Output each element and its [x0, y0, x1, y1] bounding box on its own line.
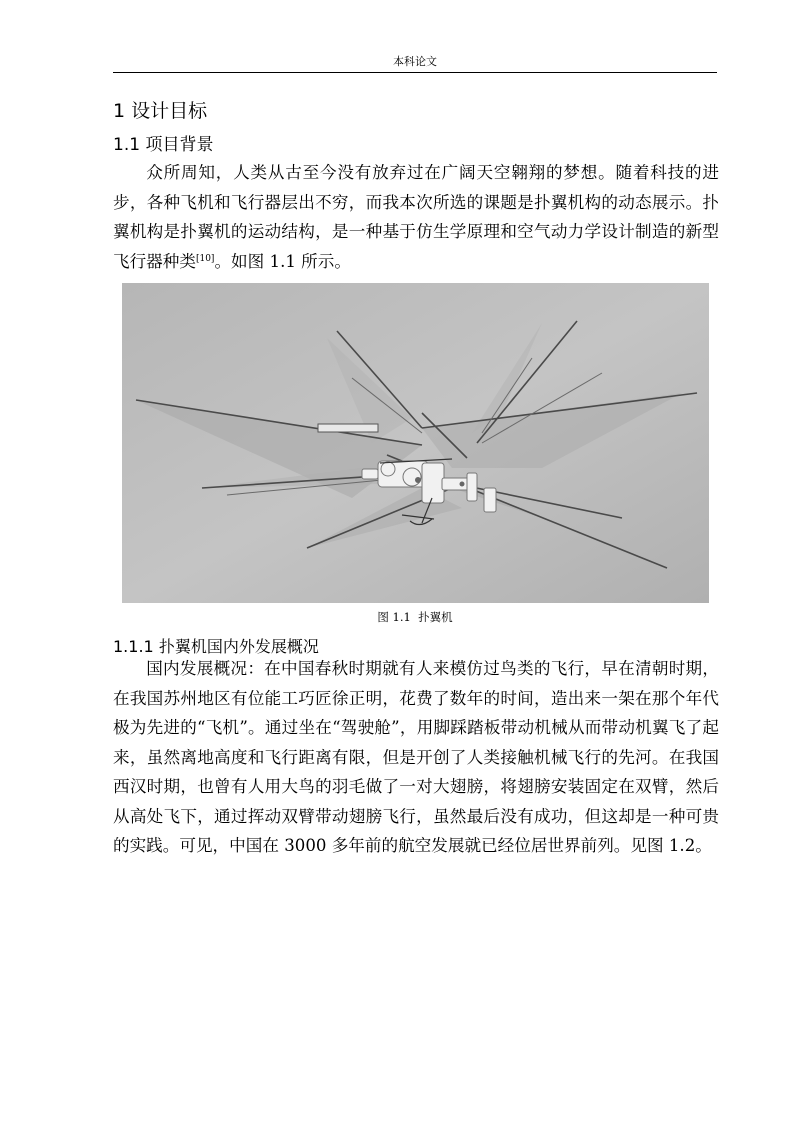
subsubsection-number: 1.1.1 [113, 637, 154, 656]
paragraph-text: 众所周知，人类从古至今没有放弃过在广阔天空翱翔的梦想。随着科技的进步，各种飞机和飞行器层出不穷，而我本次所选的课题是扑翼机构的动态展示。扑翼机构是扑翼机的运动结构，是一种基于仿生学原理和空气动力学设计制造的新型飞行器种类 [113, 163, 719, 271]
subsection-heading [113, 130, 213, 155]
section-title: 设计目标 [131, 100, 208, 122]
section-number: 1 [113, 100, 126, 122]
subsection-title: 项目背景 [145, 135, 214, 155]
citation-ref: [10] [195, 253, 215, 264]
paragraph-text: 国内发展概况：在中国春秋时期就有人来模仿过鸟类的飞行，早在清朝时期，在我国苏州地区有位能工巧匠徐正明，花费了数年的时间，造出来一架在那个年代极为先进的“飞机”。通过坐在“驾驶舱”，用脚踩踏板带动机械从而带动机翼飞了起来，虽然离地高度和飞行距离有限，但是开创了人类接触机械飞行的先河。在我国西汉时期，也曾有人用大鸟的羽毛做了一对大翅膀，将翅膀安装固定在双臂，然后从高处飞下，通过挥动双臂带动翅膀飞行，虽然最后没有成功，但这却是一种可贵的实践。可见，中国在 3000 多年前的航空发展就已经位居世界前列。见图 1.2。 [113, 659, 719, 855]
figure-title: 扑翼机 [418, 610, 453, 624]
subsubsection-title: 扑翼机国内外发展概况 [158, 637, 319, 656]
figure-label: 图 1.1 [377, 610, 411, 624]
running-header: 本科论文 [393, 55, 437, 68]
paragraph-tail: 。如图 1.1 所示。 [214, 251, 351, 271]
ornithopter-illustration [122, 283, 709, 603]
subsection-number: 1.1 [113, 135, 141, 155]
domestic-development-paragraph [113, 654, 719, 861]
section-heading [113, 96, 207, 123]
figure-caption [113, 609, 717, 625]
background-paragraph [113, 158, 719, 276]
header-rule [113, 72, 717, 73]
ornithopter-photo [122, 283, 709, 603]
